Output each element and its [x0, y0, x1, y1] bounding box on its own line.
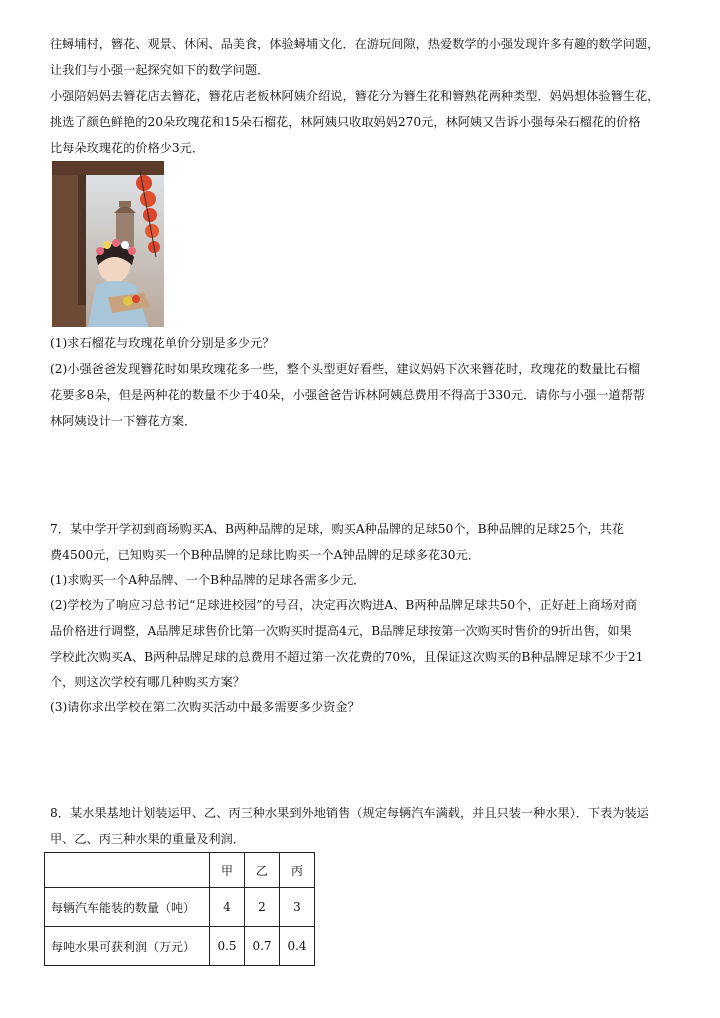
table-cell: 0.5: [210, 927, 245, 966]
photo-illustration: [52, 161, 164, 327]
q6-sub2-line-3: 林阿姨设计一下簪花方案．: [50, 414, 197, 428]
q6-sub2-line-1: (2)小强爸爸发现簪花时如果玫瑰花多一些，整个头型更好看些，建议妈妈下次来簪花时，玫瑰花的数量比石榴: [50, 362, 641, 376]
intro-line-4: 挑选了颜色鲜艳的20朵玫瑰花和15朵石榴花，林阿姨只收取妈妈270元，林阿姨又告诉小强每朵石榴花的价格: [50, 115, 641, 129]
q7-sub2-line-3: 学校此次购买A、B两种品牌足球的总费用不超过第一次花费的70%，且保证这次购买的B种品牌足球不少于21: [50, 650, 644, 664]
q8-line-1: 8．某水果基地计划装运甲、乙、丙三种水果到外地销售（规定每辆汽车满载，并且只装一种水果）．下表为装运: [50, 806, 649, 820]
intro-line-2: 让我们与小强一起探究如下的数学问题．: [50, 63, 270, 77]
fruit-table: [44, 852, 315, 966]
intro-line-3: 小强陪妈妈去簪花店去簪花，簪花店老板林阿姨介绍说，簪花分为簪生花和簪熟花两种类型．妈妈想体验簪生花，: [50, 89, 660, 103]
table-cell: 2: [245, 888, 280, 927]
q7-sub1: (1)求购买一个A种品牌、一个B种品牌的足球各需多少元．: [50, 573, 366, 587]
table-cell: 4: [210, 888, 245, 927]
table-row-label: 每吨水果可获利润（万元）: [45, 927, 210, 966]
table-cell: 0.7: [245, 927, 280, 966]
woman-with-hairpin-flowers-photo: [52, 161, 164, 327]
table-header-row: [45, 853, 315, 888]
intro-line-5: 比每朵玫瑰花的价格少3元．: [50, 141, 205, 155]
table-header-cell: 丙: [280, 853, 315, 888]
q7-line-1: 7．某中学开学初到商场购买A、B两种品牌的足球，购买A种品牌的足球50个，B种品牌的足球25个，共花: [50, 522, 624, 536]
table-header-cell: 甲: [210, 853, 245, 888]
q7-sub2-line-2: 品价格进行调整，A品牌足球售价比第一次购买时提高4元，B品牌足球按第一次购买时售价的9折出售，如果: [50, 624, 632, 638]
table-row: [45, 888, 315, 927]
table-header-cell: 乙: [245, 853, 280, 888]
q8-line-2: 甲、乙、丙三种水果的重量及利润．: [50, 832, 245, 846]
q7-line-2: 费4500元，已知购买一个B种品牌的足球比购买一个A钟品牌的足球多花30元．: [50, 548, 480, 562]
q7-sub3: (3)请你求出学校在第二次购买活动中最多需要多少资金？: [50, 700, 360, 714]
q7-sub2-line-1: (2)学校为了响应习总书记“足球进校园”的号召，决定再次购进A、B两种品牌足球共50个，正好赶上商场对商: [50, 598, 638, 612]
q7-sub2-line-4: 个，则这次学校有哪几种购买方案？: [50, 675, 245, 689]
table-row: [45, 927, 315, 966]
table-cell: 3: [280, 888, 315, 927]
q6-sub2-line-2: 花要多8朵，但是两种花的数量不少于40朵，小强爸爸告诉林阿姨总费用不得高于330元．请你与小强一道帮帮: [50, 388, 645, 402]
table-header-cell: [45, 853, 210, 888]
q6-sub1: (1)求石榴花与玫瑰花单价分别是多少元？: [50, 336, 275, 350]
intro-line-1: 往蟳埔村，簪花、观景、休闲、品美食，体验蟳埔文化．在游玩间隙，热爱数学的小强发现许多有趣的数学问题，: [50, 37, 660, 51]
table-row-label: 每辆汽车能装的数量（吨）: [45, 888, 210, 927]
table-cell: 0.4: [280, 927, 315, 966]
